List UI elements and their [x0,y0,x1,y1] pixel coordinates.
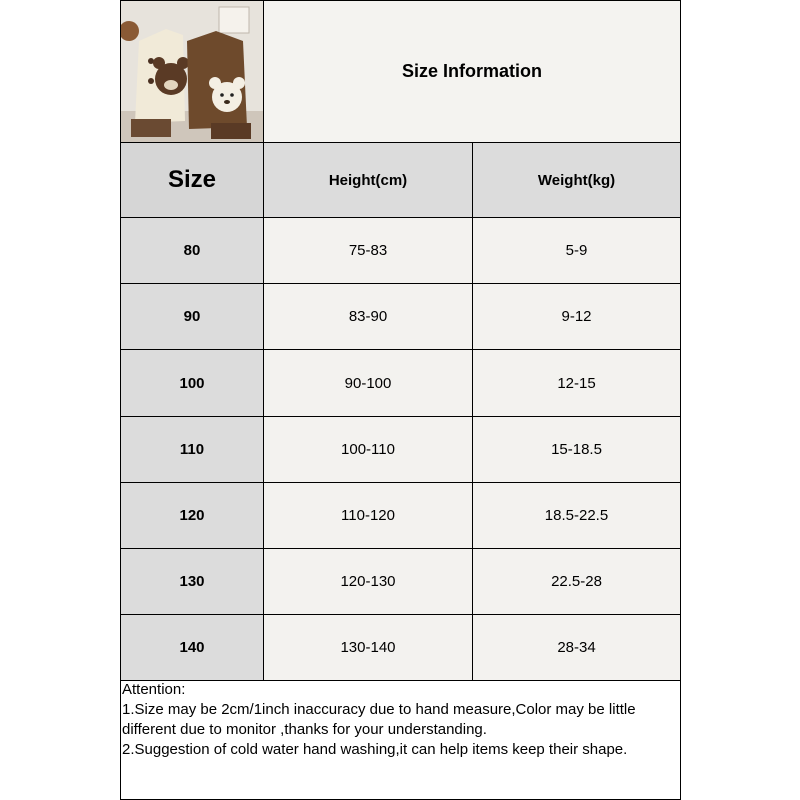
table-cell-weight [472,416,681,483]
cell-value-height: 83-90 [348,308,388,325]
cell-value-weight: 9-12 [561,308,592,325]
table-cell-height [263,217,473,284]
table-cell-height [263,482,473,549]
table-cell-size [120,548,264,615]
table-cell-weight [472,548,681,615]
table-cell-height [263,283,473,350]
table-cell-size [120,482,264,549]
cell-value-height: 120-130 [340,573,396,590]
notes-line-2: 2.Suggestion of cold water hand washing,it can help items keep their shape. [122,741,628,758]
table-cell-size [120,217,264,284]
column-header-weight: Weight(kg) [537,171,616,189]
column-header-height: Height(cm) [328,171,408,189]
column-header-size: Size [167,166,217,193]
cell-value-height: 100-110 [341,441,395,458]
cell-value-size: 110 [179,441,205,458]
table-cell-size [120,349,264,417]
table-cell-size [120,614,264,681]
table-cell-weight [472,283,681,350]
title-cell [263,0,681,143]
table-cell-weight [472,349,681,417]
attention-notes [122,680,677,760]
product-photo [121,1,263,142]
header-height-cell [263,142,473,218]
table-cell-weight [472,482,681,549]
table-cell-height [263,349,473,417]
header-size-cell [120,142,264,218]
cell-value-size: 80 [183,242,201,259]
notes-heading: Attention: [122,681,186,698]
cell-value-weight: 28-34 [557,639,596,656]
cell-value-size: 100 [179,374,205,392]
cell-value-size: 140 [179,639,205,656]
cell-value-size: 120 [179,507,205,524]
table-cell-size [120,416,264,483]
table-cell-height [263,614,473,681]
table-cell-size [120,283,264,350]
cell-value-height: 110-120 [341,507,395,524]
cell-value-height: 75-83 [348,242,388,259]
cell-value-weight: 22.5-28 [551,573,602,590]
cell-value-height: 90-100 [344,374,392,392]
product-photo-icon [121,1,263,142]
cell-value-height: 130-140 [340,639,396,656]
table-cell-height [263,416,473,483]
table-cell-weight [472,614,681,681]
cell-value-size: 130 [179,573,205,590]
page-title: Size Information [401,61,542,81]
cell-value-weight: 12-15 [557,374,596,392]
notes-line-1: 1.Size may be 2cm/1inch inaccuracy due to hand measure,Color may be little different due to monitor ,thanks for your understanding. [122,701,636,738]
table-cell-height [263,548,473,615]
header-weight-cell [472,142,681,218]
cell-value-weight: 15-18.5 [551,441,602,458]
table-cell-weight [472,217,681,284]
cell-value-size: 90 [183,308,201,325]
cell-value-weight: 18.5-22.5 [544,507,609,524]
cell-value-weight: 5-9 [565,242,588,259]
